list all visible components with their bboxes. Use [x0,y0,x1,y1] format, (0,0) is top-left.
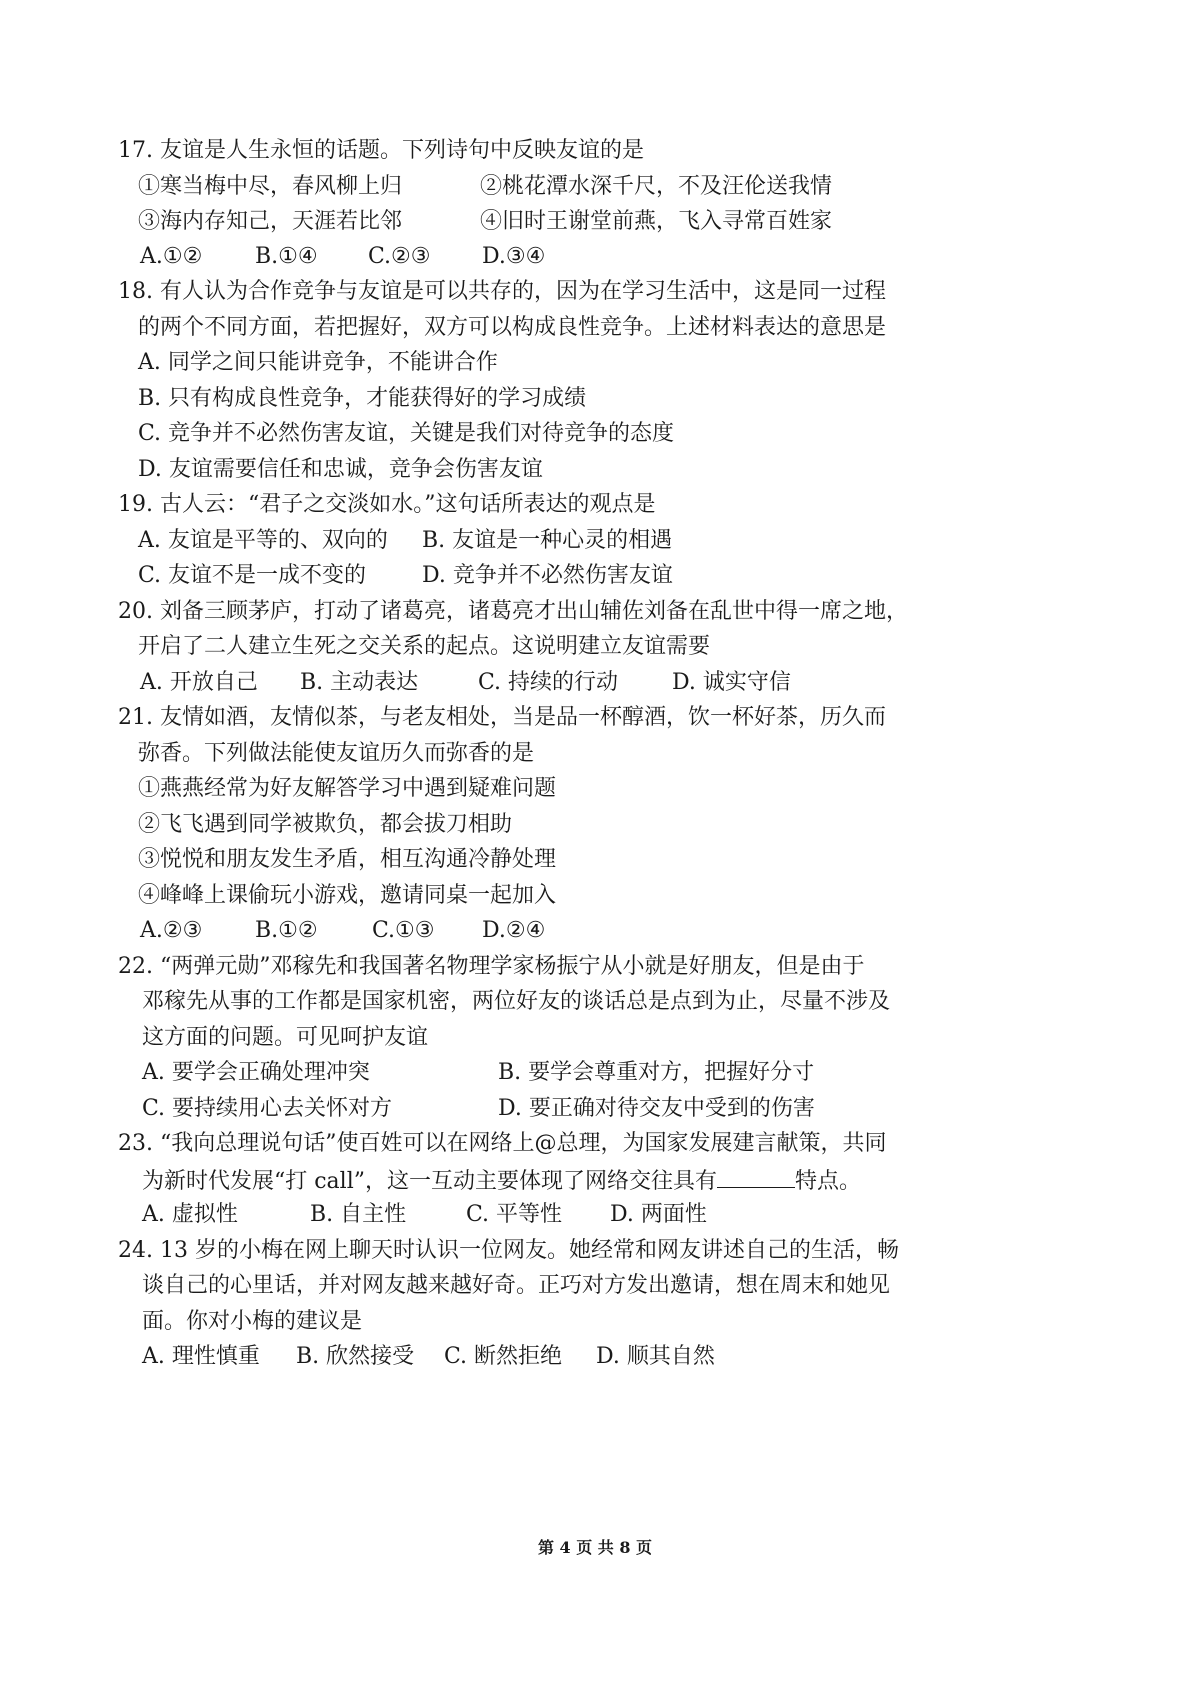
q17-option-c: C.②③ [368,244,431,269]
q22-option-c: C. 要持续用心去关怀对方 [142,1096,393,1121]
q23-stem-text: 为新时代发展“打 call”，这一互动主要体现了网络交往具有 [142,1169,717,1194]
q19-stem: 19. 古人云：“君子之交淡如水。”这句话所表达的观点是 [118,492,656,517]
q23-option-a: A. 虚拟性 [142,1202,238,1227]
q24-stem-line-3: 面。你对小梅的建议是 [142,1309,363,1334]
q24-stem-line-1: 24. 13 岁的小梅在网上聊天时认识一位网友。她经常和网友讲述自己的生活，畅 [118,1238,899,1263]
q23-option-b: B. 自主性 [310,1202,407,1227]
q22-stem-line-3: 这方面的问题。可见呵护友谊 [142,1025,429,1050]
q20-option-d: D. 诚实守信 [672,670,791,695]
q20-stem-line-1: 20. 刘备三顾茅庐，打动了诸葛亮，诸葛亮才出山辅佐刘备在乱世中得一席之地， [118,599,908,624]
q24-option-b: B. 欣然接受 [296,1344,415,1369]
q17-item-4: ④旧时王谢堂前燕，飞入寻常百姓家 [480,209,833,234]
q24-option-d: D. 顺其自然 [596,1344,715,1369]
q17-item-2: ②桃花潭水深千尺，不及汪伦送我情 [480,174,833,199]
q18-option-a: A. 同学之间只能讲竞争，不能讲合作 [138,350,498,375]
q22-option-d: D. 要正确对待交友中受到的伤害 [498,1096,815,1121]
q18-stem-line-1: 18. 有人认为合作竞争与友谊是可以共存的，因为在学习生活中，这是同一过程 [118,279,886,304]
q19-option-c: C. 友谊不是一成不变的 [138,563,367,588]
q20-option-b: B. 主动表达 [300,670,419,695]
q21-option-b: B.①② [255,918,318,943]
q18-option-d: D. 友谊需要信任和忠诚，竞争会伤害友谊 [138,457,543,482]
q20-stem-line-2: 开启了二人建立生死之交关系的起点。这说明建立友谊需要 [138,634,711,659]
q23-option-c: C. 平等性 [466,1202,563,1227]
q21-option-c: C.①③ [372,918,435,943]
q24-option-c: C. 断然拒绝 [444,1344,563,1369]
q22-option-a: A. 要学会正确处理冲突 [142,1060,370,1085]
q24-option-a: A. 理性慎重 [142,1344,260,1369]
q22-stem-line-2: 邓稼先从事的工作都是国家机密，两位好友的谈话总是点到为止，尽量不涉及 [142,989,891,1014]
q23-stem-line-2 [142,1165,861,1197]
q22-option-b: B. 要学会尊重对方，把握好分寸 [498,1060,815,1085]
q18-option-b: B. 只有构成良性竞争，才能获得好的学习成绩 [138,386,587,411]
q21-option-a: A.②③ [140,918,203,943]
q24-stem-line-2: 谈自己的心里话，并对网友越来越好奇。正巧对方发出邀请，想在周末和她见 [142,1273,891,1298]
q21-item-4: ④峰峰上课偷玩小游戏，邀请同桌一起加入 [138,883,557,908]
q21-item-3: ③悦悦和朋友发生矛盾，相互沟通冷静处理 [138,847,557,872]
q17-item-3: ③海内存知己，天涯若比邻 [138,209,403,234]
q19-option-a: A. 友谊是平等的、双向的 [138,528,388,553]
q21-stem-line-1: 21. 友情如酒，友情似茶，与老友相处，当是品一杯醇酒，饮一杯好茶，历久而 [118,705,886,730]
q21-item-2: ②飞飞遇到同学被欺负，都会拔刀相助 [138,812,513,837]
answer-blank [717,1165,795,1188]
q20-option-c: C. 持续的行动 [478,670,619,695]
q17-stem: 17. 友谊是人生永恒的话题。下列诗句中反映友谊的是 [118,138,644,163]
q17-option-d: D.③④ [482,244,546,269]
q17-option-b: B.①④ [255,244,318,269]
q17-option-a: A.①② [140,244,203,269]
q21-stem-line-2: 弥香。下列做法能使友谊历久而弥香的是 [138,741,535,766]
page-footer: 第 4 页 共 8 页 [537,1538,653,1557]
q19-option-d: D. 竞争并不必然伤害友谊 [422,563,673,588]
q23-stem-suffix: 特点。 [795,1169,862,1194]
q21-item-1: ①燕燕经常为好友解答学习中遇到疑难问题 [138,776,557,801]
q22-stem-line-1: 22. “两弹元勋”邓稼先和我国著名物理学家杨振宁从小就是好朋友，但是由于 [118,954,865,979]
q17-item-1: ①寒当梅中尽，春风柳上归 [138,174,403,199]
q18-option-c: C. 竞争并不必然伤害友谊，关键是我们对待竞争的态度 [138,421,675,446]
q19-option-b: B. 友谊是一种心灵的相遇 [422,528,673,553]
q18-stem-line-2: 的两个不同方面，若把握好，双方可以构成良性竞争。上述材料表达的意思是 [138,315,887,340]
q20-option-a: A. 开放自己 [140,670,258,695]
q21-option-d: D.②④ [482,918,546,943]
q23-option-d: D. 两面性 [610,1202,707,1227]
q23-stem-line-1: 23. “我向总理说句话”使百姓可以在网络上@总理，为国家发展建言献策，共同 [118,1131,887,1156]
